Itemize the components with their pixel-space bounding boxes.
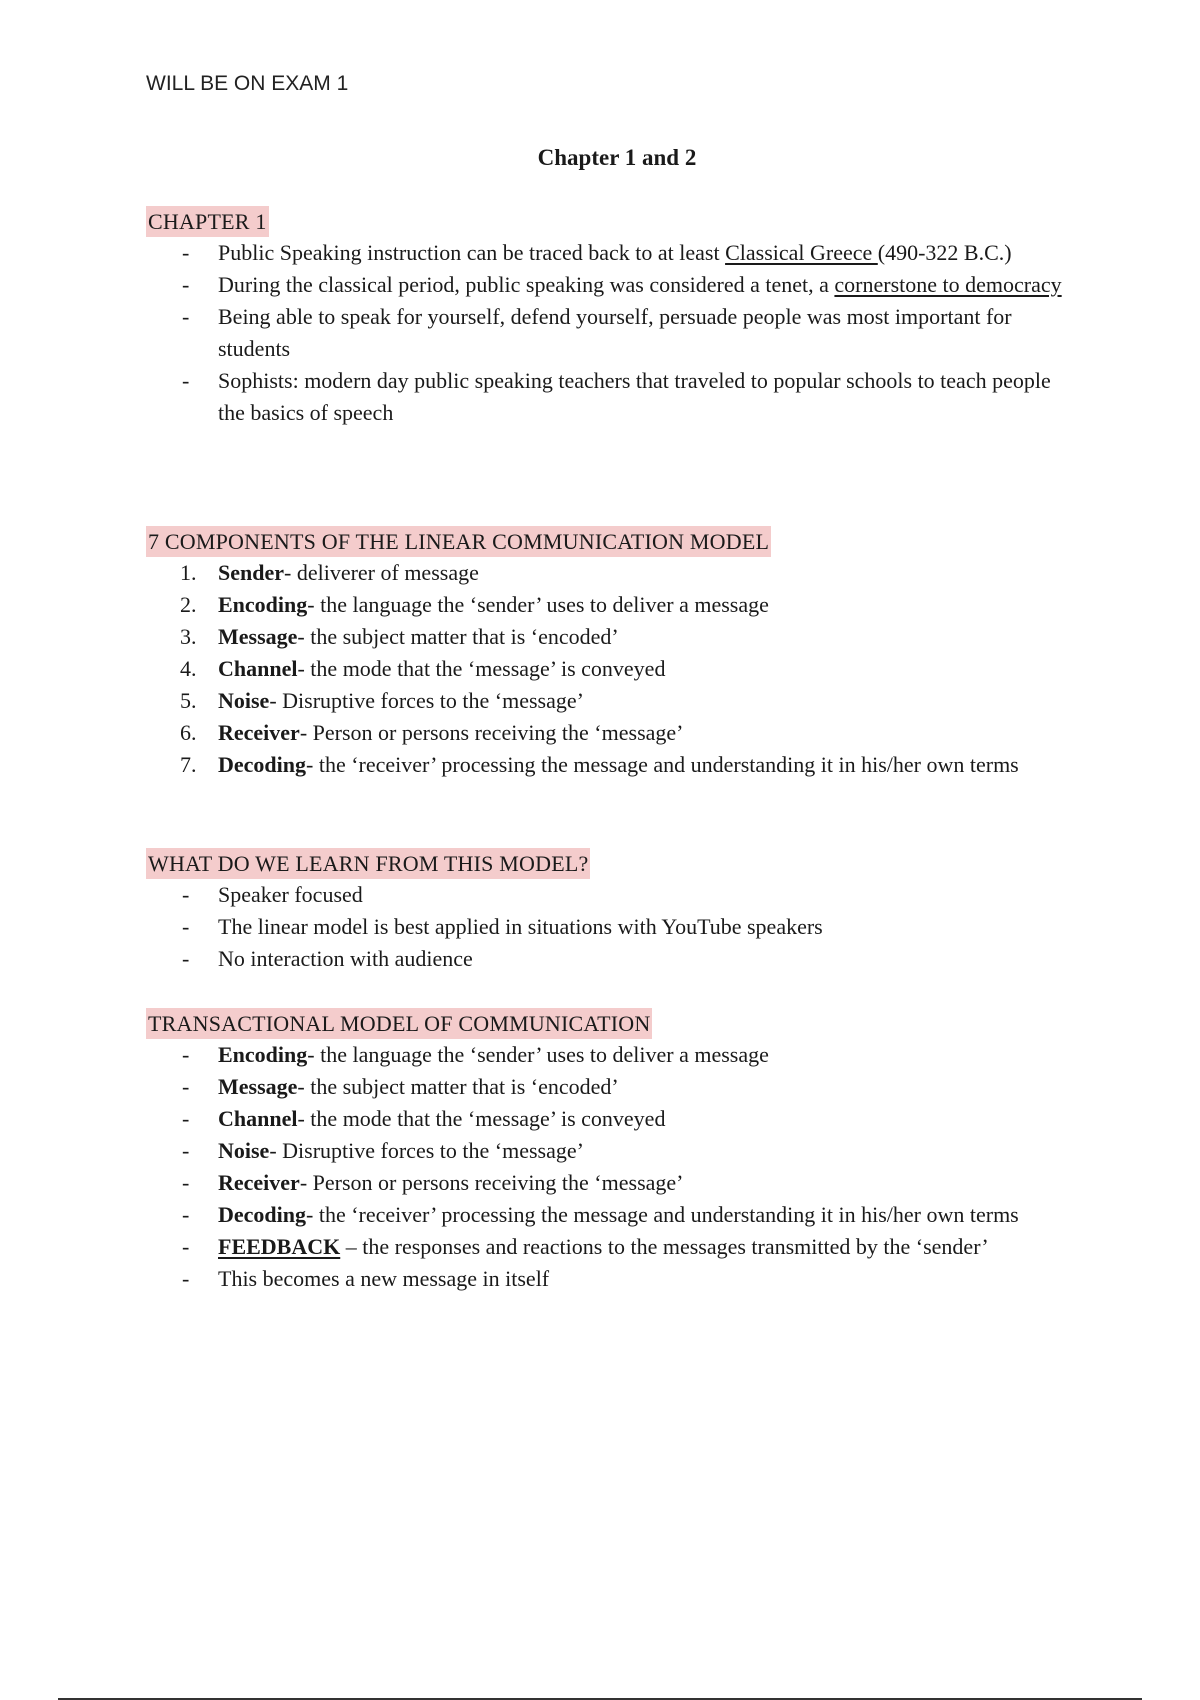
item-number: 2. <box>180 592 197 617</box>
list-item <box>146 653 1076 685</box>
list-item <box>146 621 1076 653</box>
item-text: No interaction with audience <box>218 946 473 971</box>
bullet-dash: - <box>182 272 190 297</box>
learn-list <box>146 879 1076 975</box>
item-term: Encoding <box>218 592 308 617</box>
bullet-dash: - <box>182 240 190 265</box>
list-item <box>146 589 1076 621</box>
linear-model-section <box>146 526 1076 781</box>
item-desc: - the subject matter that is ‘encoded’ <box>297 1074 619 1099</box>
item-term: Decoding <box>218 752 306 777</box>
feedback-term: FEEDBACK <box>218 1234 341 1259</box>
cornerstone-link: cornerstone to democracy <box>834 272 1062 297</box>
item-desc: - the subject matter that is ‘encoded’ <box>297 624 619 649</box>
item-desc: - Person or persons receiving the ‘message’ <box>299 720 684 745</box>
item-text: During the classical period, public speaking was considered a tenet, a <box>218 272 835 297</box>
item-term: Channel <box>218 656 298 681</box>
item-term: Message <box>218 624 298 649</box>
list-item <box>146 879 1076 911</box>
item-term: Sender <box>218 560 284 585</box>
list-item <box>146 749 1076 781</box>
bullet-dash: - <box>182 1074 190 1099</box>
chapter1-section <box>146 206 1076 429</box>
linear-model-heading: 7 COMPONENTS OF THE LINEAR COMMUNICATION MODEL <box>146 526 771 557</box>
learn-section <box>146 848 1076 975</box>
item-number: 1. <box>180 560 197 585</box>
item-text: (490-322 B.C.) <box>877 240 1012 265</box>
item-text: Being able to speak for yourself, defend yourself, persuade people was most important for students <box>218 304 1012 361</box>
item-term: Decoding <box>218 1202 306 1227</box>
item-term: Message <box>218 1074 298 1099</box>
bullet-dash: - <box>182 304 190 329</box>
item-term: Noise <box>218 1138 270 1163</box>
page-title: Chapter 1 and 2 <box>537 145 697 170</box>
item-number: 6. <box>180 720 197 745</box>
item-desc: - deliverer of message <box>284 560 479 585</box>
item-term: Channel <box>218 1106 298 1131</box>
item-desc: - the mode that the ‘message’ is conveyed <box>297 656 666 681</box>
bullet-dash: - <box>182 1170 190 1195</box>
item-number: 3. <box>180 624 197 649</box>
item-text: Public Speaking instruction can be traced back to at least <box>218 240 726 265</box>
item-desc: - Disruptive forces to the ‘message’ <box>269 688 584 713</box>
bullet-dash: - <box>182 1202 190 1227</box>
item-text: Speaker focused <box>218 882 363 907</box>
list-item <box>146 1071 1076 1103</box>
list-item <box>146 1135 1076 1167</box>
bullet-dash: - <box>182 368 190 393</box>
list-item <box>146 1103 1076 1135</box>
list-item <box>146 237 1076 269</box>
list-item <box>146 943 1076 975</box>
list-item <box>146 911 1076 943</box>
item-desc: - the mode that the ‘message’ is conveyed <box>297 1106 666 1131</box>
item-term: Encoding <box>218 1042 308 1067</box>
bullet-dash: - <box>182 1106 190 1131</box>
item-desc: – the responses and reactions to the messages transmitted by the ‘sender’ <box>340 1234 989 1259</box>
bullet-dash: - <box>182 882 190 907</box>
list-item <box>146 301 1076 365</box>
bullet-dash: - <box>182 1266 190 1291</box>
item-desc: - the ‘receiver’ processing the message and understanding it in his/her own terms <box>306 1202 1019 1227</box>
item-number: 4. <box>180 656 197 681</box>
list-item <box>146 685 1076 717</box>
chapter1-heading: CHAPTER 1 <box>146 206 269 237</box>
list-item <box>146 1231 1076 1263</box>
item-text: The linear model is best applied in situations with YouTube speakers <box>218 914 823 939</box>
list-item <box>146 1199 1076 1231</box>
transactional-model-heading: TRANSACTIONAL MODEL OF COMMUNICATION <box>146 1008 652 1039</box>
item-term: Receiver <box>218 1170 300 1195</box>
item-term: Receiver <box>218 720 300 745</box>
linear-model-list <box>146 557 1076 781</box>
list-item <box>146 269 1076 301</box>
list-item <box>146 1039 1076 1071</box>
bullet-dash: - <box>182 1138 190 1163</box>
list-item <box>146 1167 1076 1199</box>
classical-greece-link: Classical Greece <box>725 240 878 265</box>
item-desc: - the ‘receiver’ processing the message and understanding it in his/her own terms <box>306 752 1019 777</box>
item-text: This becomes a new message in itself <box>218 1266 550 1291</box>
item-number: 7. <box>180 752 197 777</box>
item-text: Sophists: modern day public speaking teachers that traveled to popular schools to teach people the basics of speech <box>218 368 1051 425</box>
item-term: Noise <box>218 688 270 713</box>
transactional-model-section <box>146 1008 1076 1295</box>
list-item <box>146 365 1076 429</box>
item-desc: - the language the ‘sender’ uses to deliver a message <box>307 1042 769 1067</box>
list-item <box>146 717 1076 749</box>
list-item <box>146 1263 1076 1295</box>
item-desc: - Person or persons receiving the ‘message’ <box>299 1170 684 1195</box>
item-desc: - Disruptive forces to the ‘message’ <box>269 1138 584 1163</box>
bullet-dash: - <box>182 914 190 939</box>
transactional-model-list <box>146 1039 1076 1295</box>
chapter1-list <box>146 237 1076 429</box>
item-number: 5. <box>180 688 197 713</box>
list-item <box>146 557 1076 589</box>
bullet-dash: - <box>182 1042 190 1067</box>
item-desc: - the language the ‘sender’ uses to deliver a message <box>307 592 769 617</box>
bullet-dash: - <box>182 1234 190 1259</box>
learn-heading: WHAT DO WE LEARN FROM THIS MODEL? <box>146 848 590 879</box>
bullet-dash: - <box>182 946 190 971</box>
exam-note: WILL BE ON EXAM 1 <box>146 72 349 95</box>
